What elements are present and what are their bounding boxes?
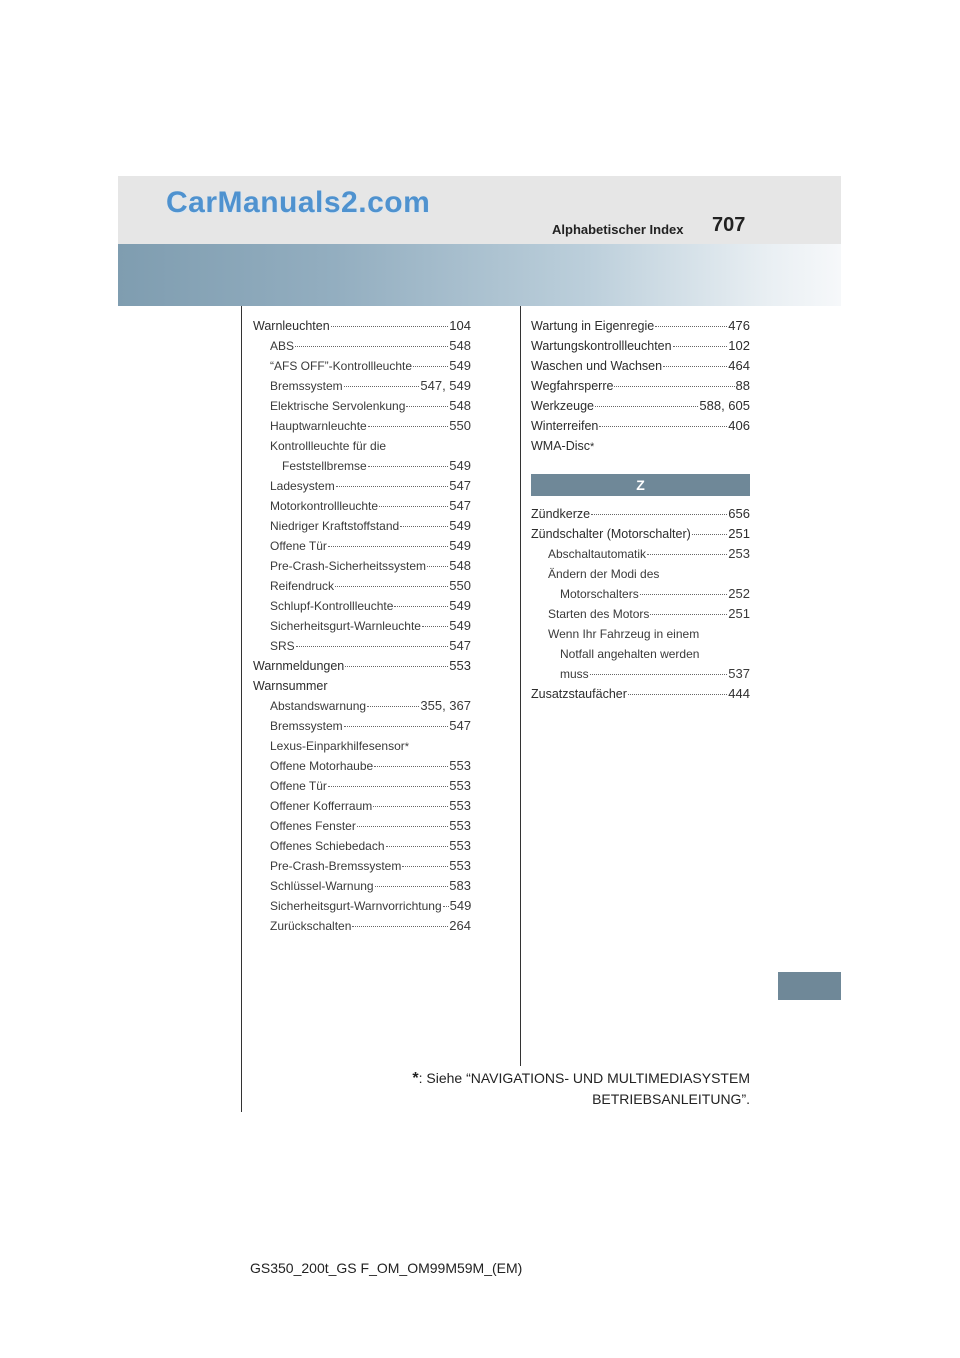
- dot-leader: [595, 396, 698, 407]
- index-entry: [531, 564, 750, 584]
- dot-leader: [655, 316, 727, 327]
- index-entry-label: ABS: [270, 339, 295, 353]
- index-entry-label: Bremssystem: [270, 719, 343, 733]
- index-entry-label: Zurückschalten: [270, 919, 352, 933]
- dot-leader: [394, 596, 448, 607]
- dot-leader: [375, 876, 449, 887]
- dot-leader: [673, 336, 728, 347]
- index-entry-label: Pre-Crash-Sicherheitssystem: [270, 559, 427, 573]
- index-entry-label: Offene Tür: [270, 539, 327, 553]
- index-entry: [253, 756, 471, 776]
- index-entry: [253, 536, 471, 556]
- index-entry-label: Wartung in Eigenregie: [531, 319, 655, 333]
- index-entry: [531, 316, 750, 336]
- index-entry: [253, 596, 471, 616]
- index-entry-label: Motorschalters: [560, 587, 639, 601]
- index-entry-page: 553: [449, 798, 471, 813]
- index-entry-page: 547: [449, 638, 471, 653]
- index-entry-label: Ladesystem: [270, 479, 335, 493]
- index-entry-page: 553: [449, 858, 471, 873]
- index-entry: [253, 676, 471, 696]
- index-entry-page: 547: [449, 498, 471, 513]
- dot-leader: [295, 336, 448, 347]
- index-entry: [253, 616, 471, 636]
- dot-leader: [328, 536, 448, 547]
- index-entry-label: Waschen und Wachsen: [531, 359, 663, 373]
- index-entry: [531, 376, 750, 396]
- index-entry: [531, 624, 750, 644]
- index-entry-page: 553: [449, 818, 471, 833]
- index-entry-page: 550: [449, 578, 471, 593]
- index-entry-label: Schlupf-Kontrollleuchte: [270, 599, 394, 613]
- page-number: 707: [712, 214, 746, 236]
- index-entry: [253, 856, 471, 876]
- index-entry-page: 253: [728, 546, 750, 561]
- index-entry: [253, 356, 471, 376]
- index-entry-label: Zündschalter (Motorschalter): [531, 527, 691, 541]
- index-entry: [531, 356, 750, 376]
- dot-leader: [386, 836, 449, 847]
- index-column-left: [253, 316, 471, 936]
- index-entry-label: Bremssystem: [270, 379, 343, 393]
- index-entry: [253, 656, 471, 676]
- index-entry-label: Abschaltautomatik: [548, 547, 647, 561]
- index-entry: [253, 716, 471, 736]
- index-entry: [531, 584, 750, 604]
- dot-leader: [650, 604, 727, 615]
- index-entry-label: Offene Tür: [270, 779, 327, 793]
- index-entry-label: Kontrollleuchte für die: [270, 439, 387, 453]
- index-entry-label: WMA-Disc: [531, 439, 591, 453]
- index-entry: [531, 396, 750, 416]
- dot-leader: [406, 396, 448, 407]
- index-entry: [253, 416, 471, 436]
- index-entry: [531, 336, 750, 356]
- section-letter-bar: Z: [531, 474, 750, 496]
- index-entry-page: 547: [449, 718, 471, 733]
- index-entry: [253, 496, 471, 516]
- index-entry-label: Werkzeuge: [531, 399, 594, 413]
- index-entry-label: Offene Motorhaube: [270, 759, 374, 773]
- index-entry: [253, 436, 471, 456]
- index-entry-label: Zusatzstaufächer: [531, 687, 627, 701]
- index-entry-label: Lexus-Einparkhilfesensor: [270, 739, 405, 753]
- index-entry: [253, 396, 471, 416]
- footnote-line-2: BETRIEBSANLEITUNG”.: [592, 1091, 750, 1107]
- index-entry: [253, 796, 471, 816]
- index-entry-page: 547, 549: [420, 378, 471, 393]
- dot-leader: [590, 664, 728, 675]
- index-entry-label: Warnmeldungen: [253, 659, 345, 673]
- index-entry: [531, 524, 750, 544]
- index-entry: [531, 544, 750, 564]
- index-entry-page: 549: [449, 898, 472, 913]
- index-entry: [253, 476, 471, 496]
- left-margin-rule: [241, 306, 242, 1112]
- dot-leader: [628, 684, 727, 695]
- index-entry-page: 251: [728, 526, 750, 541]
- dot-leader: [344, 376, 420, 387]
- index-entry: [253, 696, 471, 716]
- index-entry-page: 548: [449, 558, 471, 573]
- dot-leader: [368, 416, 449, 427]
- index-entry: Lexus-Einparkhilfesensor *: [253, 736, 471, 756]
- dot-leader: [591, 504, 727, 515]
- index-entry: [253, 516, 471, 536]
- index-entry: [253, 336, 471, 356]
- index-entry-page: 444: [728, 686, 750, 701]
- index-entry: [531, 604, 750, 624]
- index-entry: [253, 376, 471, 396]
- index-entry: [531, 644, 750, 664]
- dot-leader: [647, 544, 727, 555]
- dot-leader: [614, 376, 734, 387]
- index-entry-label: Offener Kofferraum: [270, 799, 373, 813]
- index-entry: [253, 556, 471, 576]
- document-code: GS350_200t_GS F_OM_OM99M59M_(EM): [250, 1260, 523, 1276]
- dot-leader: [599, 416, 727, 427]
- index-entry: WMA-Disc *: [531, 436, 750, 456]
- index-entry-label: Hauptwarnleuchte: [270, 419, 367, 433]
- dot-leader: [331, 316, 449, 327]
- index-entry-page: 548: [449, 338, 471, 353]
- index-entry-label: Pre-Crash-Bremssystem: [270, 859, 402, 873]
- index-entry-page: 264: [449, 918, 471, 933]
- dot-leader: [400, 516, 448, 527]
- dot-leader: [373, 796, 448, 807]
- index-entry-label: Zündkerze: [531, 507, 591, 521]
- index-entry-page: 553: [449, 758, 471, 773]
- index-entry-label: Motorkontrollleuchte: [270, 499, 379, 513]
- index-entry-page: 537: [728, 666, 750, 681]
- index-entry: [253, 916, 471, 936]
- index-entry-label: Wenn Ihr Fahrzeug in einem: [548, 627, 700, 641]
- index-entry-page: 549: [449, 538, 471, 553]
- dot-leader: [443, 896, 449, 907]
- index-entry: [253, 896, 471, 916]
- section-title: Alphabetischer Index: [552, 222, 684, 237]
- index-entry-label: Reifendruck: [270, 579, 335, 593]
- index-entry-page: 583: [449, 878, 471, 893]
- dot-leader: [344, 716, 449, 727]
- index-entry-label: Notfall angehalten werden: [560, 647, 700, 661]
- index-entry-page: 549: [449, 458, 471, 473]
- index-entry-label: Niedriger Kraftstoffstand: [270, 519, 400, 533]
- footnote-line-1: : Siehe “NAVIGATIONS- UND MULTIMEDIASYSTEM: [418, 1070, 750, 1086]
- index-entry-label: Warnsummer: [253, 679, 328, 693]
- dot-leader: [345, 656, 448, 667]
- index-entry-page: 549: [449, 598, 471, 613]
- index-entry-label: Elektrische Servolenkung: [270, 399, 406, 413]
- index-entry: [253, 836, 471, 856]
- index-entry: [253, 636, 471, 656]
- index-entry-page: 549: [449, 358, 471, 373]
- watermark-logo: CarManuals2.com: [166, 186, 431, 219]
- header-gradient-bar: [118, 244, 841, 306]
- index-entry-label: Sicherheitsgurt-Warnvorrichtung: [270, 899, 442, 913]
- dot-leader: [427, 556, 448, 567]
- dot-leader: [357, 816, 448, 827]
- index-entry: [531, 504, 750, 524]
- index-entry-page: 355, 367: [420, 698, 471, 713]
- column-divider: [520, 306, 521, 1066]
- index-entry-page: 548: [449, 398, 471, 413]
- index-entry-page: 251: [728, 606, 750, 621]
- dot-leader: [422, 616, 448, 627]
- dot-leader: [367, 696, 419, 707]
- index-group-z: [531, 504, 750, 704]
- index-entry-label: Offenes Schiebedach: [270, 839, 385, 853]
- dot-leader: [352, 916, 448, 927]
- index-entry-page: 550: [449, 418, 471, 433]
- index-entry-label: Schlüssel-Warnung: [270, 879, 374, 893]
- index-entry-page: 588, 605: [699, 398, 750, 413]
- index-entry: [531, 416, 750, 436]
- footnote-star: *: [412, 1070, 419, 1087]
- index-entry-page: 102: [728, 338, 750, 353]
- index-entry-page: 553: [449, 658, 471, 673]
- index-entry: [253, 316, 471, 336]
- index-entry-page: 406: [728, 418, 750, 433]
- index-entry: [253, 816, 471, 836]
- thumb-index-tab: [778, 972, 841, 1000]
- index-entry: [531, 664, 750, 684]
- index-entry-page: 549: [449, 618, 471, 633]
- dot-leader: [413, 356, 448, 367]
- index-entry-label: Warnleuchten: [253, 319, 330, 333]
- index-entry-page: 88: [735, 378, 750, 393]
- dot-leader: [640, 584, 728, 595]
- index-entry-label: Sicherheitsgurt-Warnleuchte: [270, 619, 421, 633]
- index-entry-label: Feststellbremse: [282, 459, 367, 473]
- index-entry-label: Winterreifen: [531, 419, 599, 433]
- footnote: [412, 1068, 750, 1109]
- index-entry-label: muss: [560, 667, 589, 681]
- index-entry-page: 553: [449, 778, 471, 793]
- dot-leader: [379, 496, 448, 507]
- dot-leader: [368, 456, 449, 467]
- index-column-right: [531, 316, 750, 704]
- index-entry-label: Wartungskontrollleuchten: [531, 339, 672, 353]
- index-entry: [253, 876, 471, 896]
- index-entry: [253, 456, 471, 476]
- index-entry-page: 547: [449, 478, 471, 493]
- index-entry-label: Wegfahrsperre: [531, 379, 614, 393]
- dot-leader: [374, 756, 448, 767]
- index-entry-label: Offenes Fenster: [270, 819, 356, 833]
- index-entry-page: 656: [728, 506, 750, 521]
- index-entry: [253, 576, 471, 596]
- index-entry-page: 464: [728, 358, 750, 373]
- index-entry: [531, 684, 750, 704]
- index-entry: [253, 776, 471, 796]
- index-entry-page: 252: [728, 586, 750, 601]
- dot-leader: [663, 356, 727, 367]
- index-entry-label: Abstandswarnung: [270, 699, 367, 713]
- dot-leader: [402, 856, 448, 867]
- dot-leader: [328, 776, 448, 787]
- index-entry-page: 476: [728, 318, 750, 333]
- index-group-w: [531, 316, 750, 456]
- index-entry-label: SRS: [270, 639, 295, 653]
- index-entry-label: “AFS OFF”-Kontrollleuchte: [270, 359, 413, 373]
- index-entry-page: 104: [449, 318, 471, 333]
- index-entry-page: 553: [449, 838, 471, 853]
- index-entry-page: 549: [449, 518, 471, 533]
- dot-leader: [335, 576, 448, 587]
- dot-leader: [296, 636, 449, 647]
- dot-leader: [692, 524, 728, 535]
- dot-leader: [336, 476, 449, 487]
- index-entry-label: Starten des Motors: [548, 607, 650, 621]
- index-entry-label: Ändern der Modi des: [548, 567, 660, 581]
